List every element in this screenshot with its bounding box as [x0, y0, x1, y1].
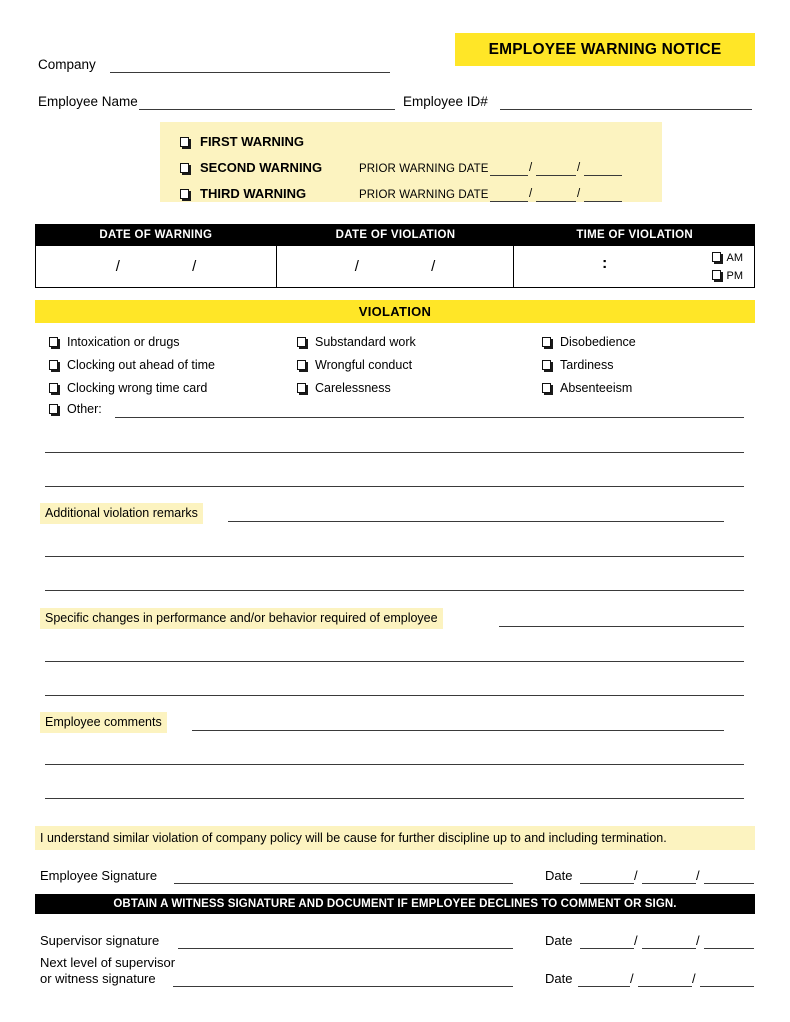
specific-changes-line-3[interactable] — [45, 695, 744, 696]
prior-date-second-sep2: / — [577, 162, 581, 174]
violation-label-wrongful-conduct: Wrongful conduct — [315, 358, 413, 372]
supervisor-date-dd[interactable] — [642, 948, 696, 949]
employee-date-sep1: / — [634, 868, 638, 883]
next-level-date-yy[interactable] — [700, 986, 754, 987]
violation-checkbox-wrong-time-card[interactable] — [49, 381, 207, 395]
additional-remarks-line-3[interactable] — [45, 590, 744, 591]
next-level-date-dd[interactable] — [638, 986, 692, 987]
date-of-warning-cell[interactable] — [36, 246, 276, 287]
violation-checkbox-disobedience[interactable] — [542, 335, 636, 349]
pm-label: PM — [726, 270, 743, 282]
warning-level-row-second[interactable] — [180, 160, 322, 175]
employee-date-dd[interactable] — [642, 883, 696, 884]
prior-date-second-dd[interactable] — [536, 175, 576, 176]
employee-comments-line-3[interactable] — [45, 798, 744, 799]
checkbox-disobedience-icon[interactable] — [542, 337, 551, 347]
violation-checkbox-other[interactable] — [49, 402, 102, 416]
next-level-date-label: Date — [545, 971, 573, 986]
violation-label-wrong-time-card: Clocking wrong time card — [67, 381, 208, 395]
violation-checkbox-tardiness[interactable] — [542, 358, 614, 372]
form-title-banner — [455, 33, 755, 66]
next-level-label-line2: or witness signature — [40, 971, 156, 986]
next-level-date-sep2: / — [692, 971, 696, 986]
checkbox-other-icon[interactable] — [49, 404, 58, 414]
warning-level-label-first: FIRST WARNING — [200, 134, 304, 149]
am-label: AM — [726, 252, 743, 264]
prior-date-third-mm[interactable] — [490, 201, 528, 202]
table-body-row — [35, 246, 755, 288]
employee-comments-line-2[interactable] — [45, 764, 744, 765]
company-label: Company — [38, 57, 96, 72]
specific-changes-line-2[interactable] — [45, 661, 744, 662]
prior-date-third-dd[interactable] — [536, 201, 576, 202]
prior-warning-date-label-second: PRIOR WARNING DATE — [359, 163, 489, 175]
employee-signature-input[interactable] — [174, 883, 513, 884]
checkbox-second-warning-icon[interactable] — [180, 163, 189, 173]
prior-date-second-yy[interactable] — [584, 175, 622, 176]
checkbox-clocking-out-early-icon[interactable] — [49, 360, 58, 370]
violation-datetime-table — [35, 224, 755, 288]
violation-label-disobedience: Disobedience — [560, 335, 636, 349]
violation-detail-line-1[interactable] — [45, 452, 744, 453]
supervisor-signature-input[interactable] — [178, 948, 513, 949]
employee-comments-input[interactable] — [192, 730, 724, 731]
warning-level-row-third[interactable] — [180, 186, 306, 201]
date-of-violation-cell[interactable] — [276, 246, 514, 287]
specific-changes-input[interactable] — [499, 626, 744, 627]
employee-comments-label: Employee comments — [40, 712, 167, 733]
checkbox-substandard-work-icon[interactable] — [297, 337, 306, 347]
checkbox-am-icon[interactable] — [712, 252, 721, 262]
employee-name-label: Employee Name — [38, 94, 138, 109]
date-of-violation-value: / / — [354, 258, 470, 275]
page-title: EMPLOYEE WARNING NOTICE — [488, 40, 722, 58]
violation-checkbox-carelessness[interactable] — [297, 381, 391, 395]
next-level-date-mm[interactable] — [578, 986, 630, 987]
date-of-warning-value: / / — [115, 258, 231, 275]
employee-name-input[interactable] — [139, 109, 395, 110]
next-level-signature-input[interactable] — [173, 986, 513, 987]
checkbox-wrongful-conduct-icon[interactable] — [297, 360, 306, 370]
violation-checkbox-intoxication[interactable] — [49, 335, 180, 349]
checkbox-first-warning-icon[interactable] — [180, 137, 189, 147]
supervisor-signature-label: Supervisor signature — [40, 933, 160, 948]
violation-label-substandard-work: Substandard work — [315, 335, 416, 349]
prior-date-third-sep2: / — [577, 188, 581, 200]
supervisor-date-yy[interactable] — [704, 948, 754, 949]
checkbox-pm-icon[interactable] — [712, 270, 721, 280]
prior-date-third-yy[interactable] — [584, 201, 622, 202]
prior-date-second-sep1: / — [529, 162, 533, 174]
checkbox-intoxication-icon[interactable] — [49, 337, 58, 347]
violation-label-other: Other: — [67, 402, 102, 416]
violation-other-input[interactable] — [115, 417, 744, 418]
warning-level-box — [160, 122, 662, 202]
employee-signature-date-label: Date — [545, 868, 573, 883]
warning-level-label-third: THIRD WARNING — [200, 186, 307, 201]
next-level-label-line1: Next level of supervisor — [40, 955, 176, 970]
supervisor-date-sep1: / — [634, 933, 638, 948]
additional-remarks-line-2[interactable] — [45, 556, 744, 557]
checkbox-absenteeism-icon[interactable] — [542, 383, 551, 393]
supervisor-date-label: Date — [545, 933, 573, 948]
ampm-row-am[interactable] — [712, 249, 744, 267]
violation-checkbox-wrongful-conduct[interactable] — [297, 358, 412, 372]
checkbox-wrong-time-card-icon[interactable] — [49, 383, 58, 393]
acknowledgment-text: I understand similar violation of company policy will be cause for further discipline up to and including termination. — [40, 831, 667, 845]
violation-section-title: VIOLATION — [358, 304, 432, 319]
prior-date-second-mm[interactable] — [490, 175, 528, 176]
supervisor-date-mm[interactable] — [580, 948, 634, 949]
additional-remarks-label: Additional violation remarks — [40, 503, 203, 524]
violation-label-tardiness: Tardiness — [560, 358, 614, 372]
violation-label-intoxication: Intoxication or drugs — [67, 335, 180, 349]
prior-warning-date-label-third: PRIOR WARNING DATE — [359, 189, 489, 201]
acknowledgment-band — [35, 826, 755, 850]
table-header-row — [35, 224, 755, 246]
column-header-date-of-violation: DATE OF VIOLATION — [276, 225, 516, 245]
violation-checkbox-clocking-out-early[interactable] — [49, 358, 215, 372]
column-header-time-of-violation: TIME OF VIOLATION — [576, 229, 694, 241]
violation-checkbox-substandard-work[interactable] — [297, 335, 416, 349]
employee-signature-label: Employee Signature — [40, 868, 158, 883]
ampm-row-pm[interactable] — [712, 267, 744, 285]
specific-changes-label: Specific changes in performance and/or behavior required of employee — [40, 608, 443, 629]
employee-id-input[interactable] — [500, 109, 752, 110]
violation-label-clocking-out-early: Clocking out ahead of time — [67, 358, 216, 372]
warning-level-label-second: SECOND WARNING — [200, 160, 323, 175]
time-of-violation-cell[interactable] — [514, 246, 753, 287]
ampm-group — [712, 249, 744, 285]
next-level-date-sep1: / — [630, 971, 634, 986]
checkbox-carelessness-icon[interactable] — [297, 383, 306, 393]
supervisor-date-sep2: / — [696, 933, 700, 948]
warning-level-row-first[interactable] — [180, 134, 304, 149]
checkbox-third-warning-icon[interactable] — [180, 189, 189, 199]
violation-label-absenteeism: Absenteeism — [560, 381, 633, 395]
employee-date-sep2: / — [696, 868, 700, 883]
employee-id-label: Employee ID# — [403, 94, 488, 109]
employee-date-mm[interactable] — [580, 883, 634, 884]
violation-checkbox-absenteeism[interactable] — [542, 381, 632, 395]
witness-instruction-text: OBTAIN A WITNESS SIGNATURE AND DOCUMENT IF EMPLOYEE DECLINES TO COMMENT OR SIGN. — [113, 898, 677, 910]
additional-remarks-input[interactable] — [228, 521, 724, 522]
violation-detail-line-2[interactable] — [45, 486, 744, 487]
witness-instruction-band — [35, 894, 755, 914]
company-input[interactable] — [110, 72, 390, 73]
column-header-date-of-warning: DATE OF WARNING — [99, 229, 213, 241]
time-of-violation-value: : — [602, 255, 608, 272]
prior-date-third-sep1: / — [529, 188, 533, 200]
violation-section-bar — [35, 300, 755, 323]
checkbox-tardiness-icon[interactable] — [542, 360, 551, 370]
violation-label-carelessness: Carelessness — [315, 381, 391, 395]
employee-date-yy[interactable] — [704, 883, 754, 884]
